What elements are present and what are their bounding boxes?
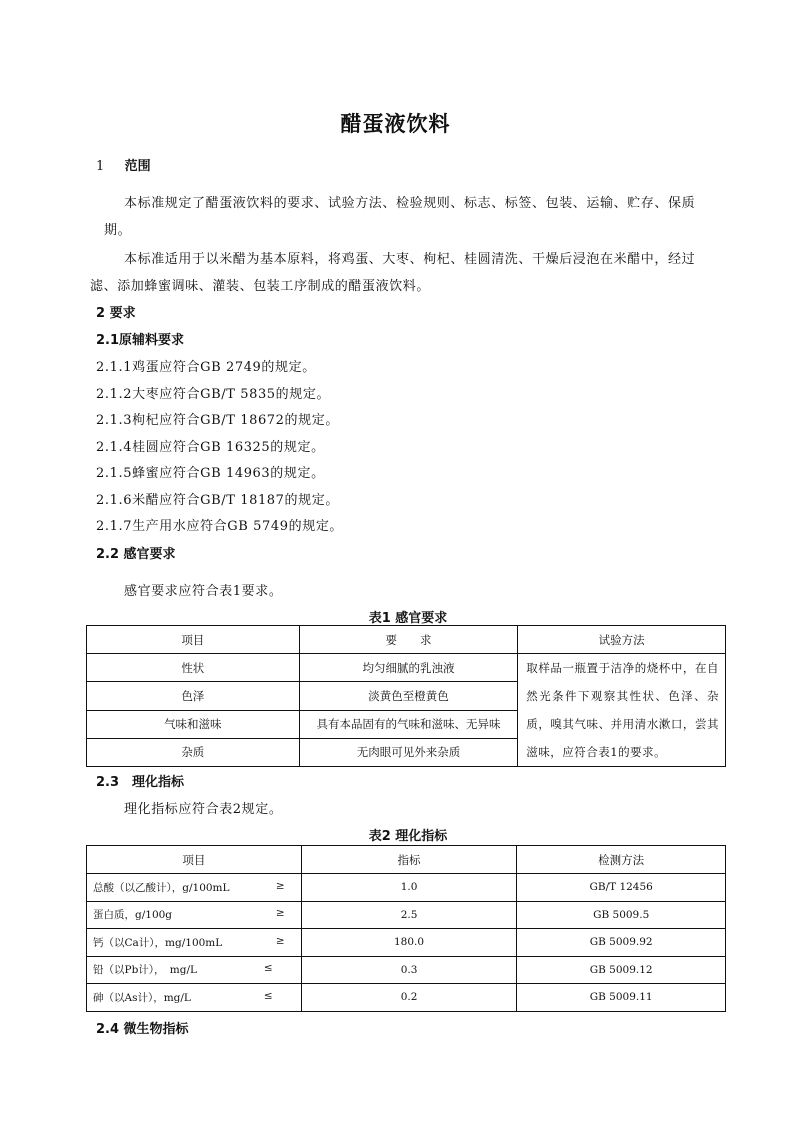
requirement-text: 桂圆应符合GB 16325的规定。 <box>132 439 325 455</box>
table-2-caption: 表2 理化指标 <box>368 829 448 844</box>
requirement-item <box>96 489 339 508</box>
row-item: 色泽 <box>87 682 300 710</box>
header-item: 项目 <box>87 626 300 654</box>
row-item-label: 钙（以Ca计），mg/100mL <box>93 936 223 949</box>
requirement-text: 生产用水应符合GB 5749的规定。 <box>132 519 344 534</box>
row-item: 性状 <box>87 654 300 682</box>
row-item-label: 砷（以As计），mg/L <box>93 991 191 1004</box>
row-item <box>87 984 302 1012</box>
paragraph-scope-1-cont: 期。 <box>104 223 132 238</box>
requirement-number: 2.1.3 <box>96 413 133 428</box>
section-1-heading <box>96 155 151 174</box>
header-index: 指标 <box>301 846 517 874</box>
row-item: 杂质 <box>87 738 300 766</box>
header-item: 项目 <box>87 846 302 874</box>
paragraph-scope-2-cont: 滤、添加蜂蜜调味、灌装、包装工序制成的醋蛋液饮料。 <box>90 279 431 294</box>
row-test-method: GB 5009.92 <box>517 929 726 957</box>
row-item <box>87 874 302 902</box>
requirement-text: 大枣应符合GB/T 5835的规定。 <box>132 386 331 402</box>
requirement-text: 米醋应符合GB/T 18187的规定。 <box>132 492 339 508</box>
row-item-label: 蛋白质，g/100g <box>93 909 173 922</box>
header-test-method: 检测方法 <box>517 846 726 874</box>
method-text: 取样品一瓶置于洁净的烧杯中，在自然光条件下观察其性状、色泽、杂质，嗅其气味、并用清水漱口，尝其滋味，应符合表1的要求。 <box>526 661 719 759</box>
requirement-text: 鸡蛋应符合GB 2749的规定。 <box>132 360 316 375</box>
requirement-number: 2.1.2 <box>96 386 133 402</box>
requirement-text: 蜂蜜应符合GB 14963的规定。 <box>132 466 325 481</box>
method-cell <box>518 654 726 767</box>
table-header-row <box>87 626 726 654</box>
row-requirement: 具有本品固有的气味和滋味、无异味 <box>299 710 518 738</box>
row-requirement: 无肉眼可见外来杂质 <box>299 738 518 766</box>
row-test-method: GB 5009.12 <box>517 956 726 984</box>
table-row <box>87 929 726 957</box>
row-value: 0.3 <box>301 956 517 984</box>
row-value: 1.0 <box>301 874 517 902</box>
table-row <box>87 956 726 984</box>
paragraph-physchem: 理化指标应符合表2规定。 <box>124 802 283 817</box>
header-method: 试验方法 <box>518 626 726 654</box>
requirement-item <box>96 356 316 375</box>
table-row <box>87 654 726 682</box>
row-test-method: GB 5009.5 <box>517 901 726 929</box>
paragraph-sensory: 感官要求应符合表1要求。 <box>124 584 283 599</box>
requirement-number: 2.1.4 <box>96 439 133 455</box>
row-operator: ≤ <box>263 989 273 1002</box>
table-row <box>87 984 726 1012</box>
row-operator: ≥ <box>275 907 285 920</box>
requirement-item <box>96 436 325 455</box>
row-item-label: 铅（以Pb计）， mg/L <box>93 964 197 977</box>
row-item-content <box>87 935 301 950</box>
paragraph-scope-2: 本标准适用于以米醋为基本原料，将鸡蛋、大枣、枸杞、桂圆清洗、干燥后浸泡在米醋中，经过 <box>124 252 696 267</box>
row-operator: ≥ <box>275 879 285 892</box>
row-value: 0.2 <box>301 984 517 1012</box>
requirement-item <box>96 383 330 402</box>
requirement-item <box>96 515 343 534</box>
header-requirement: 要 求 <box>299 626 518 654</box>
requirement-item <box>96 462 325 481</box>
requirement-number: 2.1.6 <box>96 492 133 508</box>
section-2-1-heading: 2.1原辅料要求 <box>96 333 185 348</box>
row-item-content <box>87 962 301 977</box>
section-1-number: 1 <box>96 159 105 174</box>
requirement-number: 2.1.7 <box>96 519 133 534</box>
row-item-content <box>87 907 301 922</box>
requirement-item <box>96 409 339 428</box>
row-value: 2.5 <box>301 901 517 929</box>
table-header-row <box>87 846 726 874</box>
section-1-label: 范围 <box>124 159 151 174</box>
requirement-number: 2.1.5 <box>96 466 133 481</box>
row-test-method: GB/T 12456 <box>517 874 726 902</box>
row-requirement: 淡黄色至橙黄色 <box>299 682 518 710</box>
row-item <box>87 956 302 984</box>
row-item <box>87 901 302 929</box>
section-2-3-heading: 2.3 理化指标 <box>96 775 185 790</box>
row-value: 180.0 <box>301 929 517 957</box>
row-requirement: 均匀细腻的乳浊液 <box>299 654 518 682</box>
row-item <box>87 929 302 957</box>
row-item-content <box>87 990 301 1005</box>
row-item: 气味和滋味 <box>87 710 300 738</box>
section-2-2-heading: 2.2 感官要求 <box>96 547 176 562</box>
requirement-number: 2.1.1 <box>96 360 133 375</box>
paragraph-scope-1: 本标准规定了醋蛋液饮料的要求、试验方法、检验规则、标志、标签、包装、运输、贮存、保质 <box>124 196 696 211</box>
section-2-4-heading: 2.4 微生物指标 <box>96 1022 189 1037</box>
row-operator: ≥ <box>275 934 285 947</box>
table-row <box>87 901 726 929</box>
sensory-table <box>86 625 726 767</box>
row-item-content <box>87 880 301 895</box>
physchem-table <box>86 845 726 1012</box>
page-title: 醋蛋液饮料 <box>340 112 451 136</box>
requirement-text: 枸杞应符合GB/T 18672的规定。 <box>132 413 339 428</box>
section-2-heading: 2 要求 <box>96 306 136 321</box>
table-row <box>87 874 726 902</box>
row-operator: ≤ <box>263 962 273 975</box>
row-test-method: GB 5009.11 <box>517 984 726 1012</box>
row-item-label: 总酸（以乙酸计），g/100mL <box>93 881 230 894</box>
table-1-caption: 表1 感官要求 <box>368 611 448 626</box>
